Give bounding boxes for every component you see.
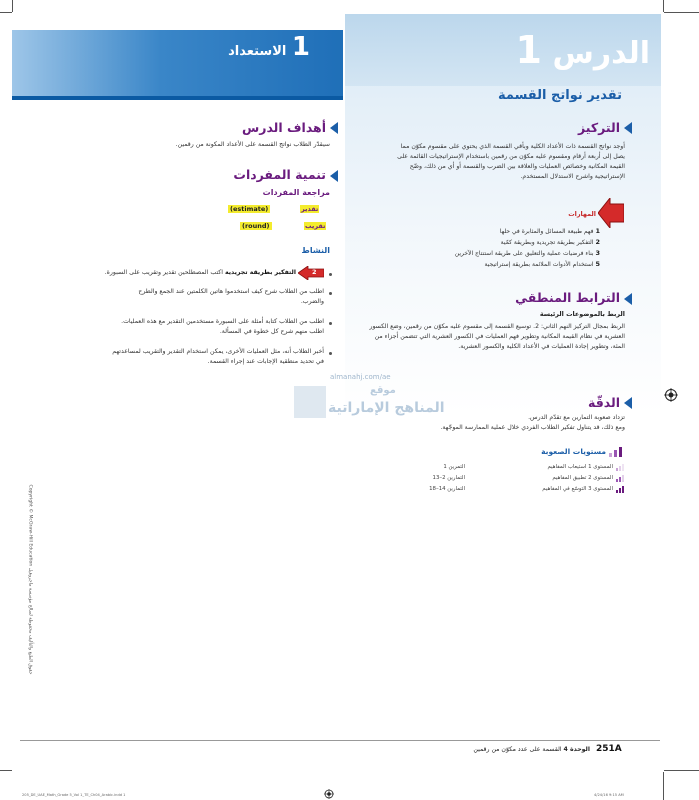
crop-mark <box>664 12 699 13</box>
vocab-term-ar: تقدير <box>301 205 319 213</box>
objectives-body: سيقدّر الطلاب نواتج القسمة على الأعداد المكونة من رقمين. <box>175 141 330 148</box>
activity-item <box>70 347 324 367</box>
skill-text: فهم طبيعة المسائل والمثابرة في حلها <box>499 228 594 235</box>
vocab-term-row <box>200 222 330 232</box>
objectives-heading: أهداف الدرس <box>242 120 326 135</box>
coherence-body <box>365 322 625 352</box>
crop-mark <box>0 770 12 771</box>
coherence-line: المئة، وتطوير إجادة العمليات في الأعداد الكلية والكسور العشرية. <box>458 343 625 350</box>
focus-line: أوجد نواتج القسمة ذات الأعداد الكلية وبأقي القسمة الذي يحتوي على مقسوم مكوّن مما <box>400 143 625 150</box>
bullet-dot <box>329 273 332 276</box>
prep-header-underline <box>12 96 343 100</box>
skills-list <box>380 226 600 270</box>
activity-line: في تحديد منطقية الإجابات عند إجراء القسمة. <box>207 358 324 365</box>
vocab-review-heading: مراجعة المفردات <box>262 188 330 197</box>
exercise-label: التمارين <box>447 486 465 492</box>
difficulty-exercises <box>395 485 465 494</box>
skill-item <box>380 248 600 259</box>
lesson-subtitle: تقدير نواتج القسمة <box>497 88 622 103</box>
footer-rule <box>20 740 660 741</box>
exercise-label: التمارين <box>447 475 465 481</box>
section-arrow-icon <box>624 122 632 134</box>
bullet-dot <box>329 292 332 295</box>
skill-text: استخدام الأدوات الملائمة بطريقة إستراتيجية <box>484 261 594 268</box>
level-3-icon <box>616 486 624 493</box>
skill-text: بناء فرضيات عملية والتعليق على طريقة استنتاج الآخرين <box>454 250 594 257</box>
skill-number: 1 <box>595 227 600 235</box>
focus-heading: التركيز <box>577 120 620 135</box>
exercise-range: 2–13 <box>432 475 446 481</box>
activity-item <box>80 268 296 278</box>
skill-item <box>380 237 600 248</box>
bullet-dot <box>329 352 332 355</box>
exercise-label: التمرين <box>448 464 465 470</box>
practice-badge-number: 2 <box>312 268 317 276</box>
activity-line: اطلب من الطلاب كتابة أمثلة على السبورة مستخدمين التقدير مع هذه العمليات. <box>121 318 324 325</box>
activity-line: اطلب منهم شرح كل خطوة في المسألة. <box>219 328 324 335</box>
difficulty-level: المستوى 2 تطبيق المفاهيم <box>552 475 613 481</box>
focus-line: القيمة المكانية وخصائص العمليات والعلاقة بين الضرب والقسمة أو أي من ذلك، وضّح <box>409 163 625 170</box>
level-2-icon <box>616 475 624 482</box>
practice-arrow-icon <box>598 198 624 228</box>
difficulty-row <box>395 474 625 484</box>
coherence-heading: الترابط المنطقي <box>515 290 620 305</box>
coherence-line: العشرية في نظام القيمة المكانية وتطوير فهم العمليات في الكسور العشرية التي تتضمن أجزاء من <box>374 333 625 340</box>
footer-unit-title: القسمة على عدد مكوّن من رقمين <box>473 746 562 753</box>
lesson-title <box>440 28 650 72</box>
activity-line: والضرب. <box>300 298 324 305</box>
activity-line: اكتب المصطلحين تقدير وتقريب على السبورة. <box>104 269 223 276</box>
focus-line: الإستراتيجية واشرح الاستدلال المستخدم. <box>520 173 625 180</box>
skill-number: 5 <box>595 260 600 268</box>
crop-mark <box>663 0 664 12</box>
crop-mark <box>663 772 664 800</box>
lesson-number: 1 <box>515 28 542 72</box>
copyright-side-note: Copyright © McGraw-Hill Education حقوق الطبع والتأليف محفوظة لصالح مؤسسة ماجروهيل <box>27 484 33 675</box>
lesson-label: الدرس <box>552 36 650 71</box>
difficulty-row <box>395 485 625 495</box>
crop-mark <box>0 12 12 13</box>
activity-item <box>70 287 324 307</box>
activity-item <box>70 317 324 337</box>
focus-line: يصل إلى أربعة أرقام ومقسوم عليه مكوّن من رقمين باستخدام الإستراتيجيات القائمة على <box>397 153 625 160</box>
difficulty-bars-icon <box>609 447 623 457</box>
activity-line: اطلب من الطلاب شرح كيف استخدموا هاتين الكلمتين عند الجمع والطرح <box>138 288 324 295</box>
registration-mark-icon <box>324 789 334 799</box>
bullet-dot <box>329 322 332 325</box>
section-arrow-icon <box>624 293 632 305</box>
skills-label: المهارات <box>568 210 596 218</box>
activity-heading: النشاط <box>301 246 330 255</box>
prep-title <box>200 32 310 62</box>
focus-body <box>375 142 625 182</box>
watermark-url: almanahj.com/ae <box>330 373 391 381</box>
crop-mark <box>12 0 13 12</box>
rigor-heading: الدقّة <box>588 395 620 410</box>
coherence-line: الربط بمجال التركيز النهم الثاني: 2. توسيع القسمة إلى مقسوم عليه مكوّن من رقمين، وضع الكسور <box>369 323 625 330</box>
difficulty-heading: مستويات الصعوبة <box>541 447 606 456</box>
skill-item <box>380 226 600 237</box>
activity-bold-text: التفكير بطريقة تجريدية <box>224 269 296 276</box>
exercise-range: 14–18 <box>429 486 446 492</box>
registration-mark-icon <box>664 388 678 402</box>
coherence-subheading: الربط بالموضوعات الرئيسة <box>539 310 625 318</box>
watermark-line1: موقع <box>370 385 396 396</box>
skill-number: 2 <box>595 238 600 246</box>
difficulty-level: المستوى 1 استيعاب المفاهيم <box>547 464 613 470</box>
skill-number: 3 <box>595 249 600 257</box>
difficulty-row <box>395 463 625 473</box>
footer-unit <box>380 746 590 753</box>
vocab-term-en: (estimate) <box>230 205 269 213</box>
vocab-term-row <box>200 205 330 215</box>
section-arrow-icon <box>330 170 338 182</box>
rigor-body <box>380 413 625 433</box>
watermark-line2: المناهج الإماراتية <box>328 400 445 416</box>
skill-item <box>380 259 600 270</box>
rigor-line: ومع ذلك، قد يتناول تفكير الطلاب الفردي خلال عملية الممارسة الموجّهة. <box>440 424 625 431</box>
file-date: 4/24/16 9:15 AM <box>594 793 624 797</box>
section-arrow-icon <box>330 122 338 134</box>
practice-badge-icon <box>298 266 324 280</box>
vocab-term-ar: تقريب <box>305 222 326 230</box>
footer-unit-label: الوحدة 4 <box>563 746 590 753</box>
prep-number: 1 <box>291 32 310 62</box>
vocab-term-en: (round) <box>242 222 270 230</box>
prep-label: الاستعداد <box>228 44 287 59</box>
difficulty-level: المستوى 3 التوسّع في المفاهيم <box>542 486 613 492</box>
file-slug: 205_DE_UAE_Math_Grade 5_Vol 1_TE_Ch04_Arabic.indd 1 <box>22 793 126 797</box>
skill-text: التفكير بطريقة تجريدية وبطريقة كمّية <box>500 239 594 246</box>
page-number: 251A <box>596 744 622 754</box>
vocab-heading: تنمية المفردات <box>233 167 326 182</box>
crop-mark <box>664 770 699 771</box>
rigor-line: تزداد صعوبة التمارين مع تقدّم الدرس. <box>528 414 625 421</box>
exercise-range: 1 <box>443 464 447 470</box>
section-arrow-icon <box>624 397 632 409</box>
activity-line: أخبر الطلاب أنه، مثل العمليات الأخرى، يمكن استخدام التقدير والتقريب لمساعدتهم <box>112 348 324 355</box>
level-1-icon <box>616 464 624 471</box>
difficulty-exercises <box>395 474 465 483</box>
difficulty-exercises <box>395 463 465 472</box>
watermark-logo <box>294 386 326 418</box>
